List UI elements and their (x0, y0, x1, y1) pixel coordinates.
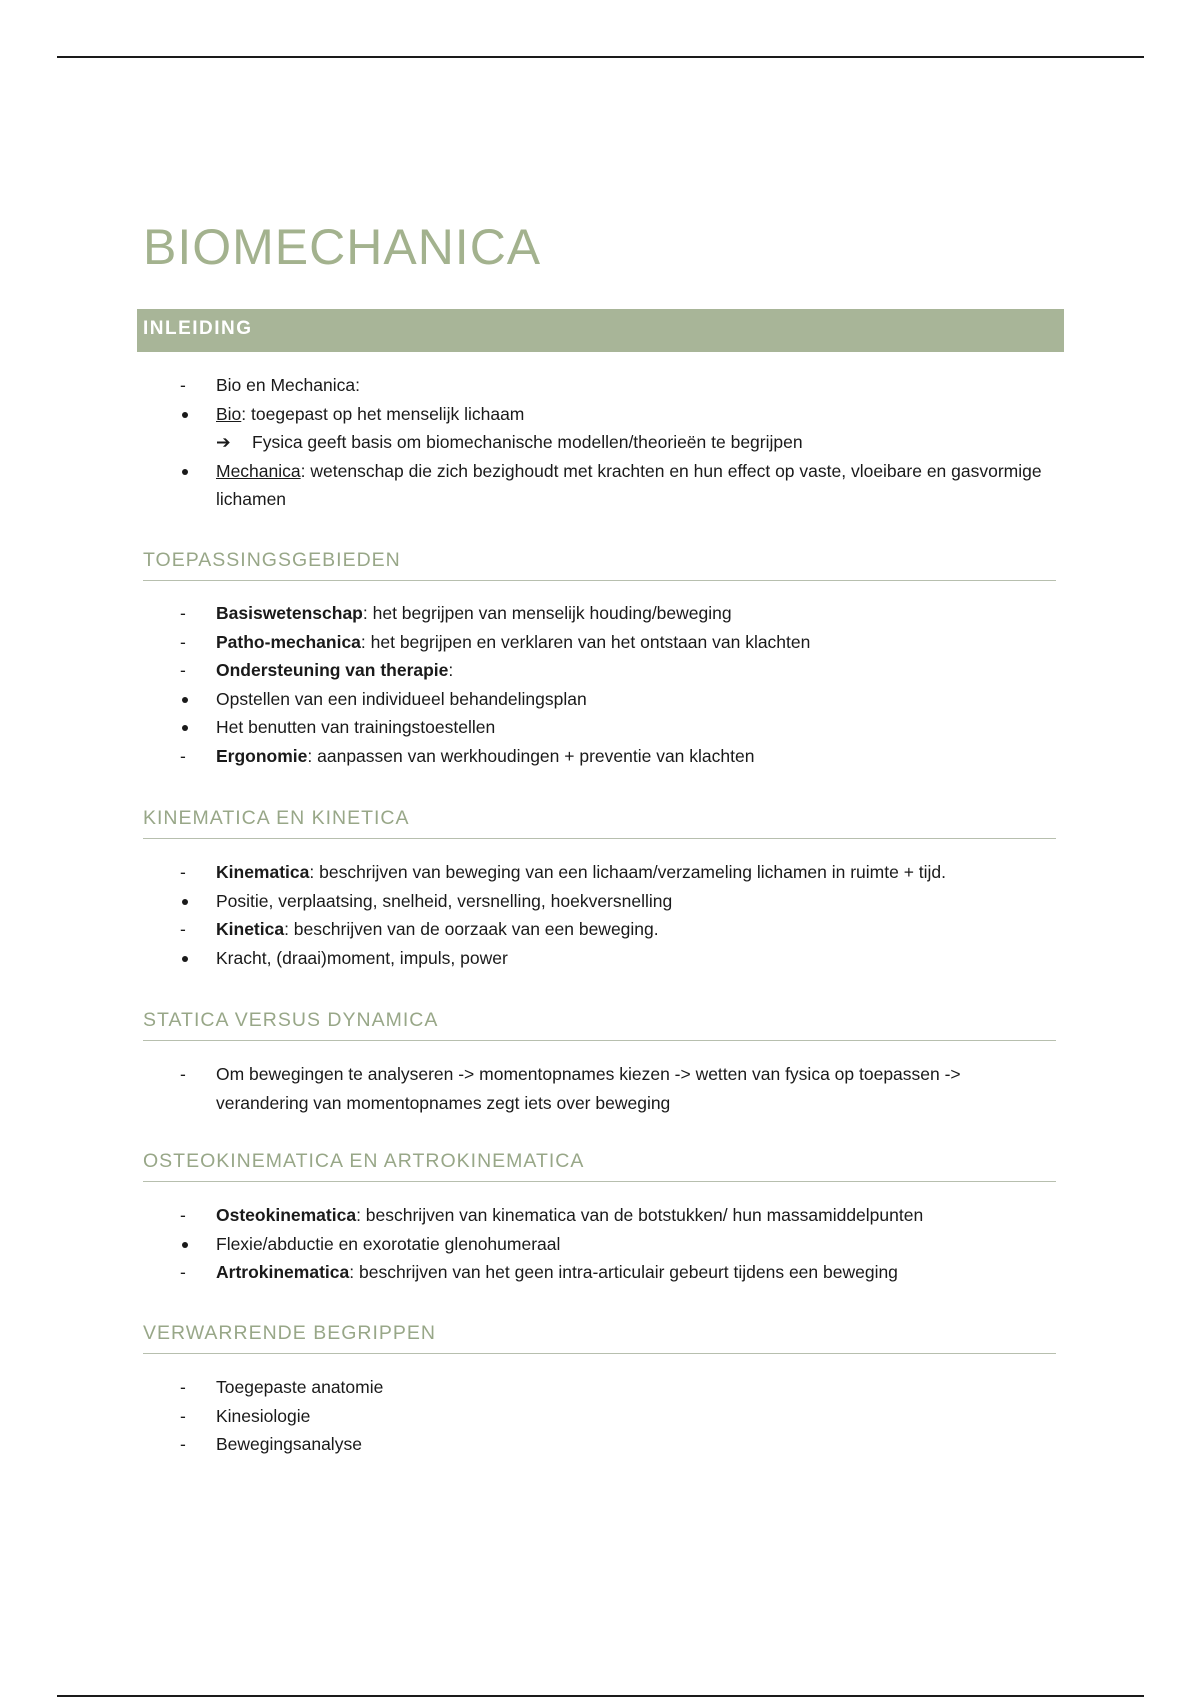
list-item: - Basiswetenschap: het begrijpen van menselijk houding/beweging (170, 599, 1050, 628)
list-item: - Ergonomie: aanpassen van werkhoudingen + preventie van klachten (170, 742, 1050, 771)
list-item: - Ondersteuning van therapie: (170, 656, 1050, 685)
list-item: - Toegepaste anatomie (170, 1373, 1050, 1402)
list-item: - Kinematica: beschrijven van beweging van een lichaam/verzameling lichamen in ruimte + tijd. (170, 858, 1050, 887)
list-item: Kracht, (draai)moment, impuls, power (170, 944, 1050, 973)
list-item: Bio: toegepast op het menselijk lichaam ➔ Fysica geeft basis om biomechanische modellen/theorieën te begrijpen (170, 400, 1050, 457)
osteo-list (170, 1201, 1050, 1287)
section-heading-kinematica: KINEMATICA EN KINETICA (143, 807, 1056, 839)
list-item: Mechanica: wetenschap die zich bezighoudt met krachten en hun effect op vaste, vloeibare en gasvormige lichamen (170, 457, 1050, 514)
list-item: - Bewegingsanalyse (170, 1430, 1050, 1459)
list-item: Opstellen van een individueel behandelingsplan (170, 685, 1050, 714)
section-heading-verwarrende-begrippen: VERWARRENDE BEGRIPPEN (143, 1322, 1056, 1354)
kinematica-list (170, 858, 1050, 972)
list-item: - Bio en Mechanica: (170, 371, 1050, 400)
list-item: Flexie/abductie en exorotatie glenohumeraal (170, 1230, 1050, 1259)
list-item: - Osteokinematica: beschrijven van kinematica van de botstukken/ hun massamiddelpunten (170, 1201, 1050, 1230)
document-title: BIOMECHANICA (143, 219, 542, 275)
section-heading-osteokinematica: OSTEOKINEMATICA EN ARTROKINEMATICA (143, 1150, 1056, 1182)
list-item: - Patho-mechanica: het begrijpen en verklaren van het ontstaan van klachten (170, 628, 1050, 657)
list-item: - Kinetica: beschrijven van de oorzaak van een beweging. (170, 915, 1050, 944)
intro-list (170, 371, 1050, 514)
toepassing-list (170, 599, 1050, 770)
statica-list (170, 1060, 1050, 1117)
footer-rule (57, 1695, 1144, 1697)
list-item: - Kinesiologie (170, 1402, 1050, 1431)
section-banner-inleiding: INLEIDING (137, 309, 1064, 352)
list-item: - Om bewegingen te analyseren -> momentopnames kiezen -> wetten van fysica op toepassen -> verandering van momentopnames zegt iets over beweging (170, 1060, 1050, 1117)
verwarrend-list (170, 1373, 1050, 1459)
list-item: - Artrokinematica: beschrijven van het geen intra-articulair gebeurt tijdens een beweging (170, 1258, 1050, 1287)
arrow-icon: ➔ (216, 432, 231, 452)
section-heading-statica: STATICA VERSUS DYNAMICA (143, 1009, 1056, 1041)
header-rule (57, 56, 1144, 58)
list-item: Positie, verplaatsing, snelheid, versnelling, hoekversnelling (170, 887, 1050, 916)
list-item: Het benutten van trainingstoestellen (170, 713, 1050, 742)
section-heading-toepassingsgebieden: TOEPASSINGSGEBIEDEN (143, 549, 1056, 581)
